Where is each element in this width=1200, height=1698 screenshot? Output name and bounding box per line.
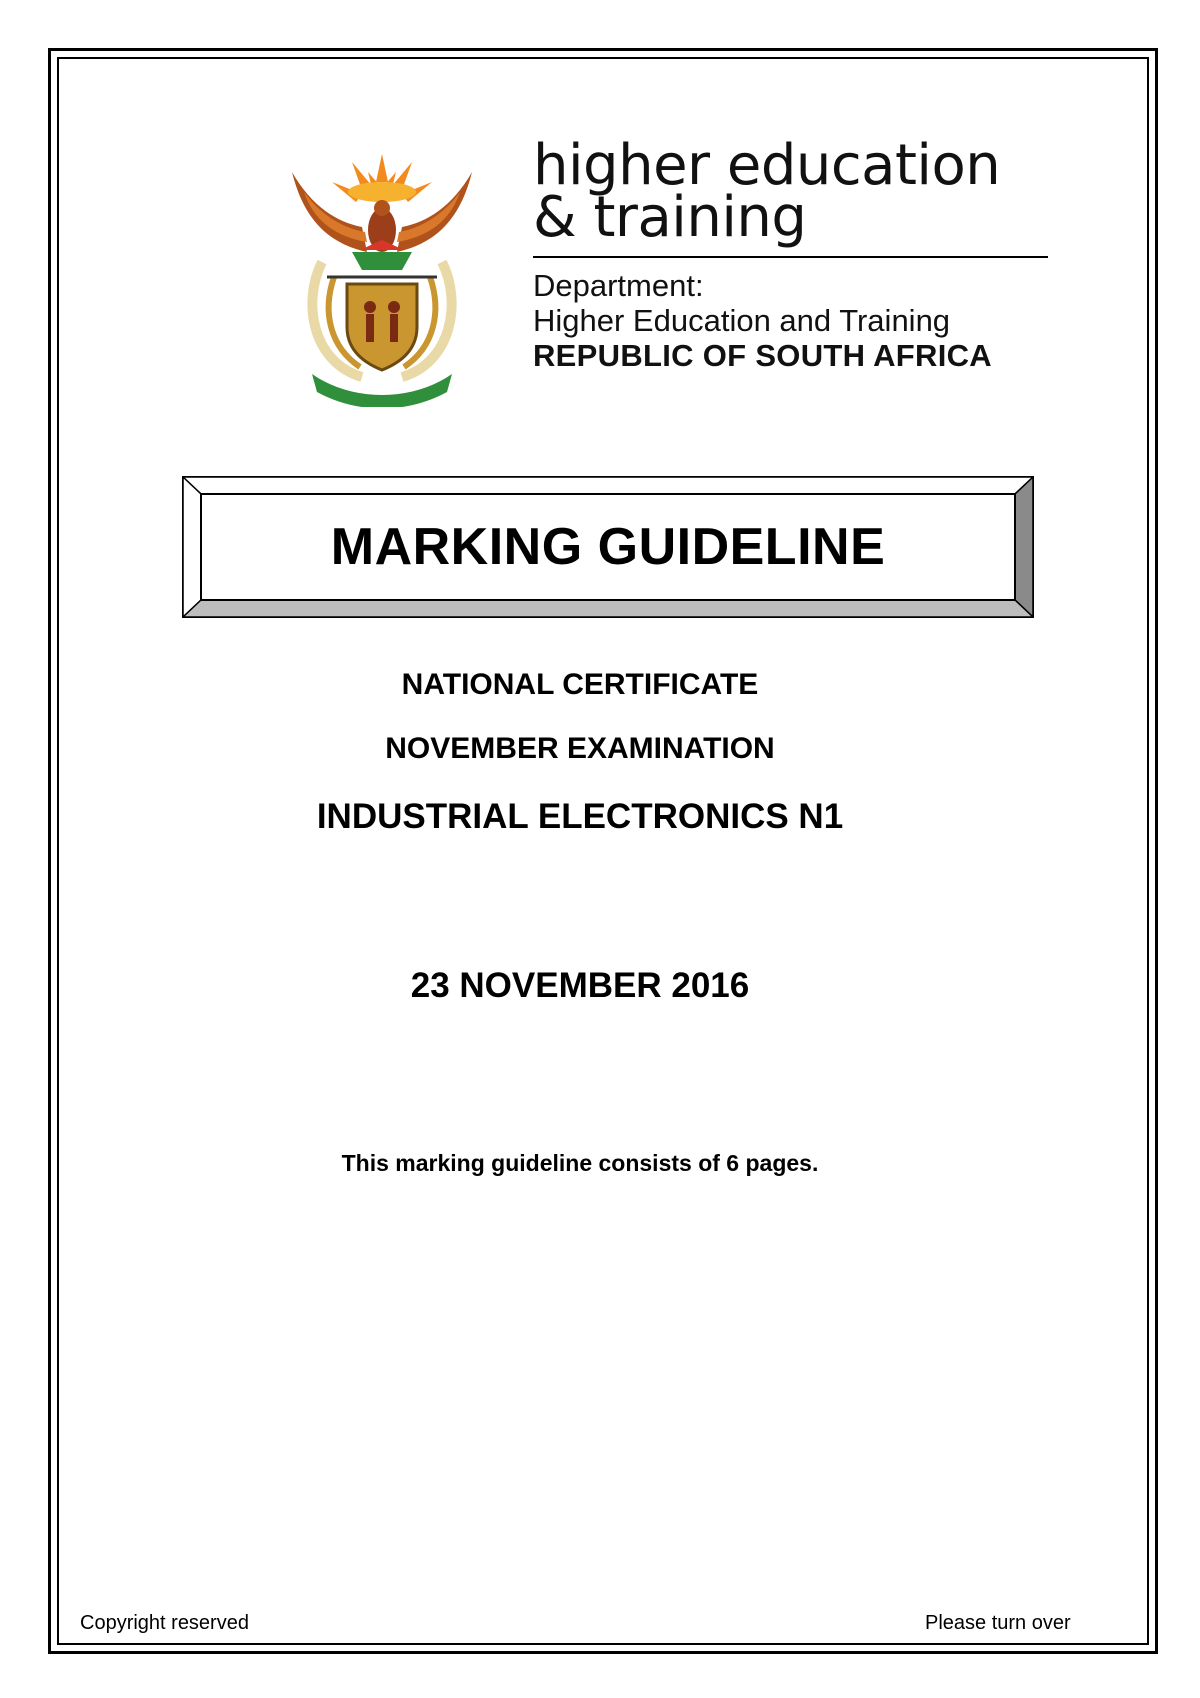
brand-line-1: higher education bbox=[533, 133, 1001, 198]
exam-heading: NOVEMBER EXAMINATION bbox=[385, 732, 775, 765]
brand-line-2: & training bbox=[533, 185, 807, 250]
footer-copyright: Copyright reserved bbox=[80, 1612, 249, 1634]
department-branding bbox=[533, 133, 1053, 373]
title-box bbox=[182, 476, 1034, 618]
coat-of-arms-logo bbox=[282, 152, 482, 407]
page-count-note: This marking guideline consists of 6 pages. bbox=[341, 1150, 819, 1176]
subject-heading: INDUSTRIAL ELECTRONICS N1 bbox=[316, 797, 844, 836]
brand-divider bbox=[533, 256, 1048, 258]
footer-turn-over: Please turn over bbox=[925, 1612, 1071, 1634]
exam-date: 23 NOVEMBER 2016 bbox=[410, 966, 750, 1005]
department-name: Higher Education and Training bbox=[533, 303, 951, 338]
department-label: Department: bbox=[533, 268, 704, 303]
document-title: MARKING GUIDELINE bbox=[330, 518, 886, 576]
country-name: REPUBLIC OF SOUTH AFRICA bbox=[533, 338, 992, 373]
qualification-heading: NATIONAL CERTIFICATE bbox=[401, 668, 759, 701]
